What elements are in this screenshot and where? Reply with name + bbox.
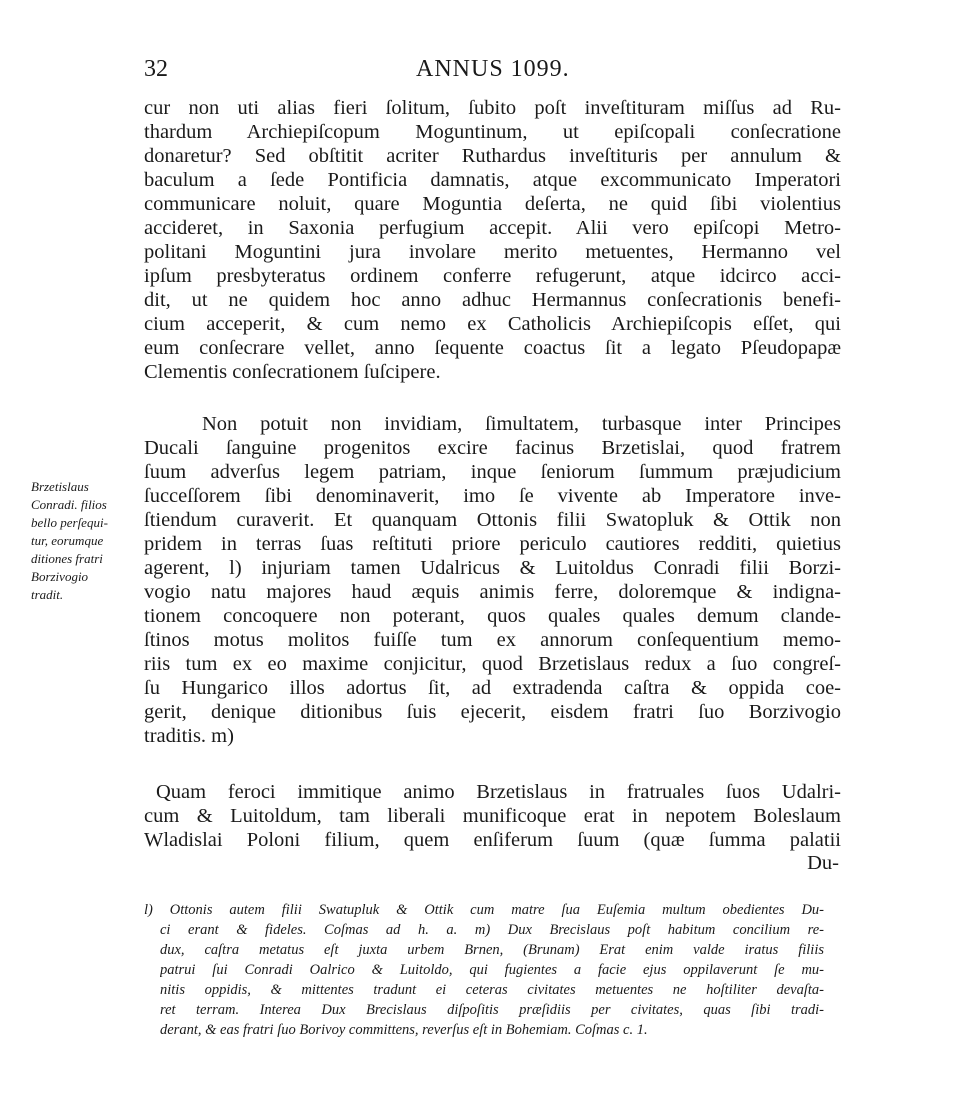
- footnote-line: dux, caſtra metatus eſt juxta urbem Brnen, (Brunam) Erat enim valde iratus filiis: [160, 942, 824, 958]
- text-line: ſtinos motus molitos fuiſſe tum ex annorum conſequentium memo-: [144, 629, 841, 651]
- margin-note-line: Borzivogio: [31, 569, 89, 584]
- text-line: ſuum adverſus legem patriam, inque ſeniorum ſummum præjudicium: [144, 461, 841, 483]
- margin-note-line: Conradi. filios: [31, 497, 107, 512]
- text-line: baculum a ſede Pontificia damnatis, atque excommunicato Imperatori: [144, 169, 841, 191]
- text-line: eum conſecrare vellet, anno ſequente coactus ſit a legato Pſeudopapæ: [144, 337, 841, 359]
- catchword: Du-: [807, 852, 839, 874]
- text-line: traditis. m): [144, 725, 234, 747]
- footnote-line: nitis oppidis, & mittentes tradunt ei ceteras civitates metuentes ne hoſtiliter devaſta-: [160, 982, 824, 998]
- running-title: ANNUS 1099.: [416, 56, 570, 82]
- text-line: ipſum presbyteratus ordinem conferre refugerunt, atque idcirco acci-: [144, 265, 841, 287]
- text-line: cium acceperit, & cum nemo ex Catholicis Archiepiſcopis eſſet, qui: [144, 313, 841, 335]
- text-line: ſucceſſorem ſibi denominaverit, imo ſe vivente ab Imperatore inve-: [144, 485, 841, 507]
- text-line: cum & Luitoldum, tam liberali munificoque erat in nepotem Boleslaum: [144, 805, 841, 827]
- text-line: donaretur? Sed obſtitit acriter Ruthardus inveſtituris per annulum &: [144, 145, 841, 167]
- text-line: riis tum ex eo maxime conjicitur, quod Brzetislaus redux a ſuo congreſ-: [144, 653, 841, 675]
- text-line: pridem in terras ſuas reſtituti priore periculo cautiores redditi, quietius: [144, 533, 841, 555]
- footnote-line: patrui ſui Conradi Oalrico & Luitoldo, qui fugientes a facie ejus oppilaverunt ſe mu-: [160, 962, 824, 978]
- margin-note-line: tradit.: [31, 587, 64, 602]
- margin-note-line: Brzetislaus: [31, 479, 89, 494]
- page-header: [144, 56, 844, 92]
- text-line: communicare noluit, quare Moguntia deſerta, ne quid ſibi violentius: [144, 193, 841, 215]
- text-line: tionem concoquere non poterant, quos quales quales demum clande-: [144, 605, 841, 627]
- text-line: thardum Archiepiſcopum Moguntinum, ut epiſcopali conſecratione: [144, 121, 841, 143]
- text-line: ſtiendum curaverit. Et quanquam Ottonis filii Swatopluk & Ottik non: [144, 509, 841, 531]
- footnote-line: l) Ottonis autem filii Swatupluk & Ottik cum matre ſua Euſemia multum obedientes Du-: [144, 902, 824, 918]
- page-number: 32: [144, 56, 168, 82]
- text-line: Wladislai Poloni filium, quem enſiferum ſuum (quæ ſumma palatii: [144, 829, 841, 851]
- footnote-line: ci erant & fideles. Coſmas ad h. a. m) Dux Brecislaus poſt habitum concilium re-: [160, 922, 824, 938]
- text-line: gerit, denique ditionibus ſuis ejecerit, eisdem fratri ſuo Borzivogio: [144, 701, 841, 723]
- text-line: vogio natu majores haud æquis animis ferre, doloremque & indigna-: [144, 581, 841, 603]
- text-line: agerent, l) injuriam tamen Udalricus & Luitoldus Conradi filii Borzi-: [144, 557, 841, 579]
- text-line: Clementis conſecrationem ſuſcipere.: [144, 361, 441, 383]
- text-line: politani Moguntini jura involare merito metuentes, Hermanno vel: [144, 241, 841, 263]
- text-line: ſu Hungarico illos adortus ſit, ad extradenda caſtra & oppida coe-: [144, 677, 841, 699]
- text-line: dit, ut ne quidem hoc anno adhuc Hermannus conſecrationis benefi-: [144, 289, 841, 311]
- footnote-line: ret terram. Interea Dux Brecislaus diſpoſitis præſidiis per civitates, quas ſibi tradi-: [160, 1002, 824, 1018]
- footnote-line: derant, & eas fratri ſuo Borivoy committens, reverſus eſt in Bohemiam. Coſmas c. 1.: [160, 1022, 648, 1038]
- margin-note-line: ditiones fratri: [31, 551, 103, 566]
- margin-note-line: tur, eorumque: [31, 533, 104, 548]
- text-line: accideret, in Saxonia perfugium accepit. Alii vero epiſcopi Metro-: [144, 217, 841, 239]
- text-line: cur non uti alias fieri ſolitum, ſubito poſt inveſtituram miſſus ad Ru-: [144, 97, 841, 119]
- margin-note-line: bello perſequi-: [31, 515, 108, 530]
- text-line: Non potuit non invidiam, ſimultatem, turbasque inter Principes: [202, 413, 841, 435]
- text-line: Quam feroci immitique animo Brzetislaus in fratruales ſuos Udalri-: [156, 781, 841, 803]
- text-line: Ducali ſanguine progenitos excire facinus Brzetislai, quod fratrem: [144, 437, 841, 459]
